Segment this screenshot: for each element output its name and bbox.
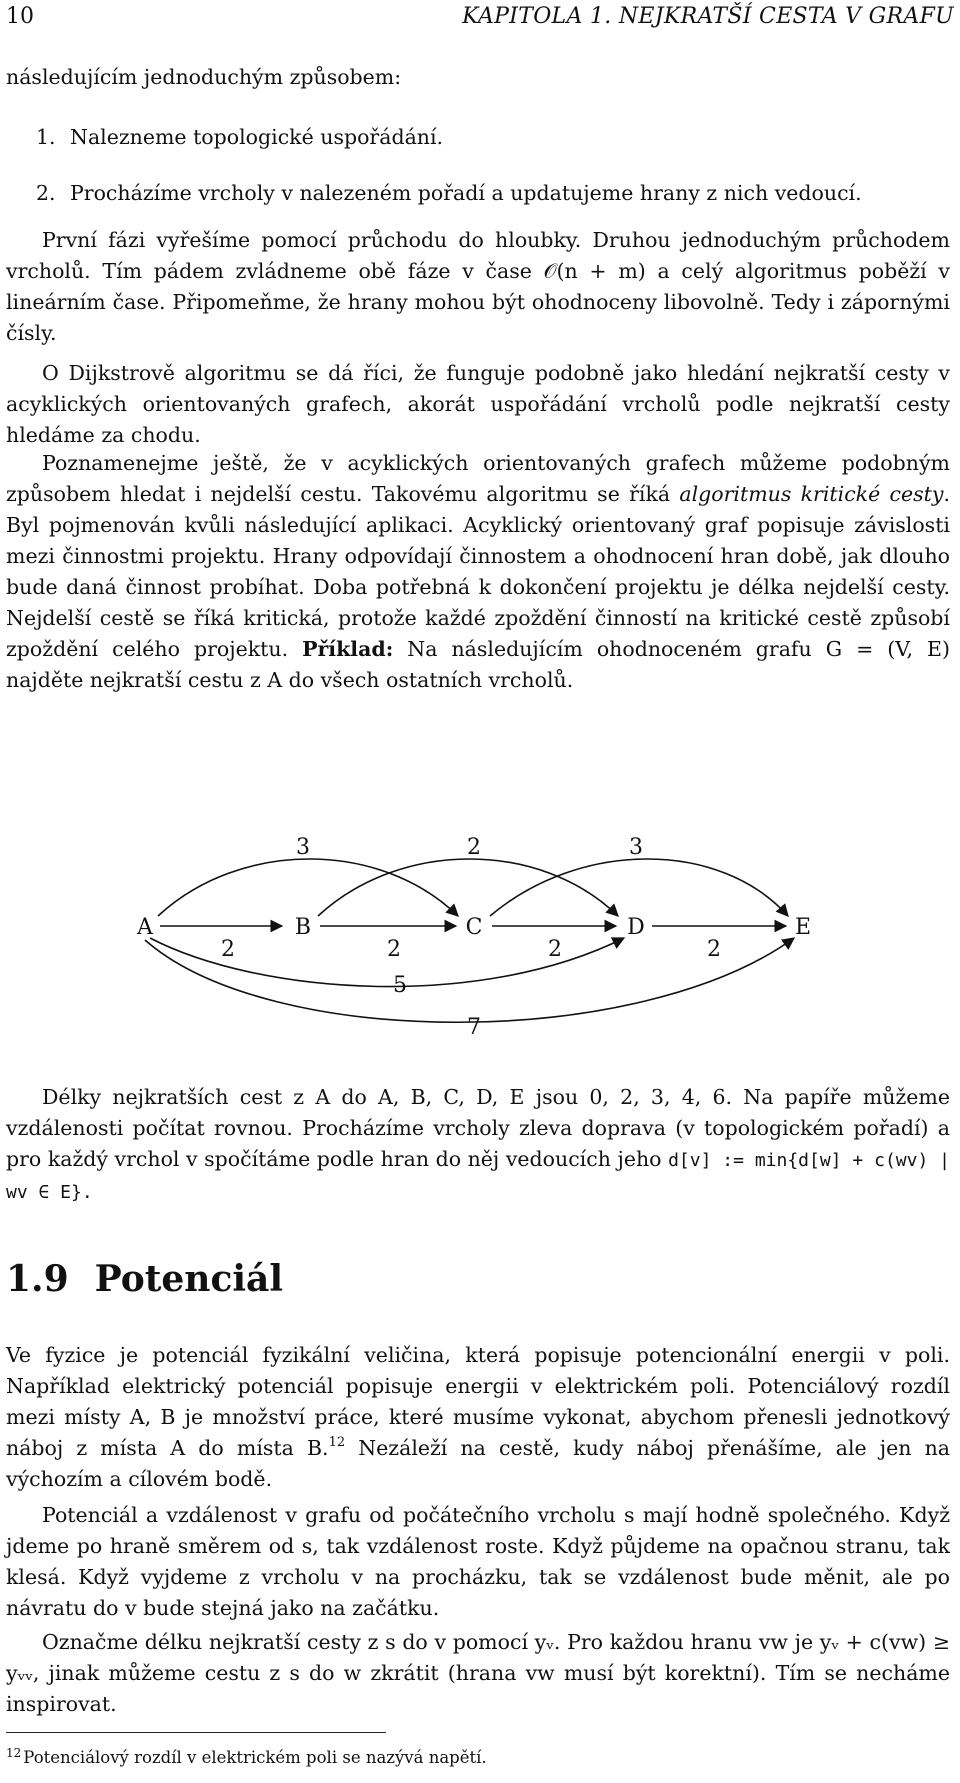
node-d: D — [627, 915, 645, 940]
paragraph-segment: . Byl pojmenován kvůli následující aplikaci. Acyklický orientovaný graf popisuje závislosti mezi činnostmi projektu. Hrany odpovídají činnostem a ohodnocení hran době, jak dlouho bude daná činnost probíhat. Doba potřebná k dokončení projektu je délka nejdelší cesty. Nejdelší cestě se říká kritická, protože každé zpoždění činností na kritické cestě způsobí zpoždění celého projektu. — [6, 482, 950, 661]
footnote-text: Potenciálový rozdíl v elektrickém poli se nazývá napětí. — [23, 1748, 487, 1767]
example-text: Na následujícím ohodnoceném grafu G = (V, E) najděte nejkratší cestu z A do všech ostatních vrcholů. — [6, 637, 951, 692]
section-number: 1.9 — [6, 1258, 69, 1300]
paragraph-6 — [6, 1500, 950, 1624]
weight-a-e: 7 — [467, 1015, 481, 1040]
list-item-text: Procházíme vrcholy v nalezeném pořadí a updatujeme hrany z nich vedoucí. — [70, 181, 862, 205]
paragraph-1 — [6, 225, 950, 349]
footnote-ref[interactable]: 12 — [328, 1435, 346, 1450]
section-heading — [6, 1258, 283, 1300]
weight-a-c: 3 — [296, 835, 310, 860]
running-header — [6, 4, 954, 38]
paragraph-5 — [6, 1340, 950, 1495]
edge-a-c — [158, 859, 458, 916]
intro-text: následujícím jednoduchým způsobem: — [6, 65, 402, 89]
paragraph-text: Potenciál a vzdálenost v grafu od počátečního vrcholu s mají hodně společného. Když jdeme po hraně směrem od s, tak vzdálenost roste. Když půjdeme na opačnou stranu, tak klesá. Když vyjdeme z vrcholu v na procházku, tak se vzdálenost bude měnit, ale po návratu do v bude stejná jako na začátku. — [6, 1503, 950, 1620]
paragraph-4 — [6, 1082, 950, 1208]
weighted-dag-figure — [0, 820, 960, 1050]
paragraph-text: První fázi vyřešíme pomocí průchodu do hloubky. Druhou jednoduchým průchodem vrcholů. Tím pádem zvládneme obě fáze v čase 𝒪(n + m) a celý algoritmus poběží v lineárním čase. Připomeňme, že hrany mohou být ohodnoceny libovolně. Tedy i zápornými čísly. — [6, 228, 950, 345]
paragraph-3 — [6, 448, 950, 696]
list-item — [6, 122, 950, 178]
footnote-divider — [6, 1732, 386, 1733]
intro-line — [6, 62, 950, 93]
footnote-number: 12 — [6, 1746, 22, 1760]
paragraph-text — [6, 448, 950, 696]
section-title: Potenciál — [94, 1258, 284, 1300]
weight-b-c: 2 — [387, 937, 401, 962]
page-number: 10 — [6, 4, 34, 29]
paragraph-text — [6, 1340, 950, 1495]
weight-a-d: 5 — [393, 973, 407, 998]
paragraph-segment: Nezáleží na cestě, kudy náboj přenášíme, ale jen na výchozím a cílovém bodě. — [6, 1436, 950, 1491]
list-item-text: Nalezneme topologické uspořádání. — [70, 125, 444, 149]
edge-b-d — [318, 859, 618, 916]
weight-c-d: 2 — [548, 937, 562, 962]
paragraph-text: O Dijkstrově algoritmu se dá říci, že funguje podobně jako hledání nejkratší cesty v acyklických orientovaných grafech, akorát uspořádání vrcholů podle nejkratší cesty hledáme za chodu. — [6, 361, 950, 447]
weight-d-e: 2 — [707, 937, 721, 962]
paragraph-2 — [6, 358, 950, 451]
footnote — [6, 1746, 487, 1767]
node-a: A — [137, 915, 153, 940]
list-item-number: 2. — [36, 181, 56, 205]
node-c: C — [465, 915, 483, 940]
paragraph-segment: Ve fyzice je potenciál fyzikální veličina, která popisuje potencionální energii v poli. Například elektrický potenciál popisuje energii v elektrickém poli. Potenciálový rozdíl mezi místy A, B je množství práce, které musíme vykonat, abychom přenesli jednotkový náboj z místa A do místa B. — [6, 1343, 950, 1460]
list-item-number: 1. — [36, 125, 56, 149]
paragraph-text — [6, 1082, 950, 1208]
paragraph-7 — [6, 1627, 950, 1720]
node-e: E — [794, 915, 812, 940]
paragraph-segment: Délky nejkratších cest z A do A, B, C, D, E jsou 0, 2, 3, 4, 6. Na papíře můžeme vzdálenosti počítat rovnou. Procházíme vrcholy zleva doprava (v topologickém pořadí) a pro každý vrchol v spočítáme podle hran do něj vedoucích jeho — [6, 1085, 950, 1171]
steps-list — [6, 122, 950, 234]
edge-a-e — [145, 938, 794, 1022]
node-b: B — [294, 915, 312, 940]
weight-b-d: 2 — [467, 835, 481, 860]
recurrence-formula: d[v] := min{d[w] + c(wv) | wv ∈ E}. — [6, 1150, 950, 1203]
paragraph-segment: Poznamenejme ještě, že v acyklických orientovaných grafech můžeme podobným způsobem hledat i nejdelší cestu. Takovému algoritmu se říká — [6, 451, 950, 506]
example-label: Příklad: — [302, 637, 394, 661]
paragraph-text: Označme délku nejkratší cesty z s do v pomocí yᵥ. Pro každou hranu vw je yᵥ + c(vw) ≥ yᵥᵥ, jinak můžeme cestu z s do w zkrátit (hrana vw musí být korektní). Tím se necháme inspirovat. — [6, 1630, 950, 1716]
chapter-title: KAPITOLA 1. NEJKRATŠÍ CESTA V GRAFU — [462, 4, 954, 29]
term-critical-path: algoritmus kritické cesty — [679, 482, 944, 506]
weight-a-b: 2 — [221, 937, 235, 962]
weight-c-e: 3 — [629, 835, 643, 860]
